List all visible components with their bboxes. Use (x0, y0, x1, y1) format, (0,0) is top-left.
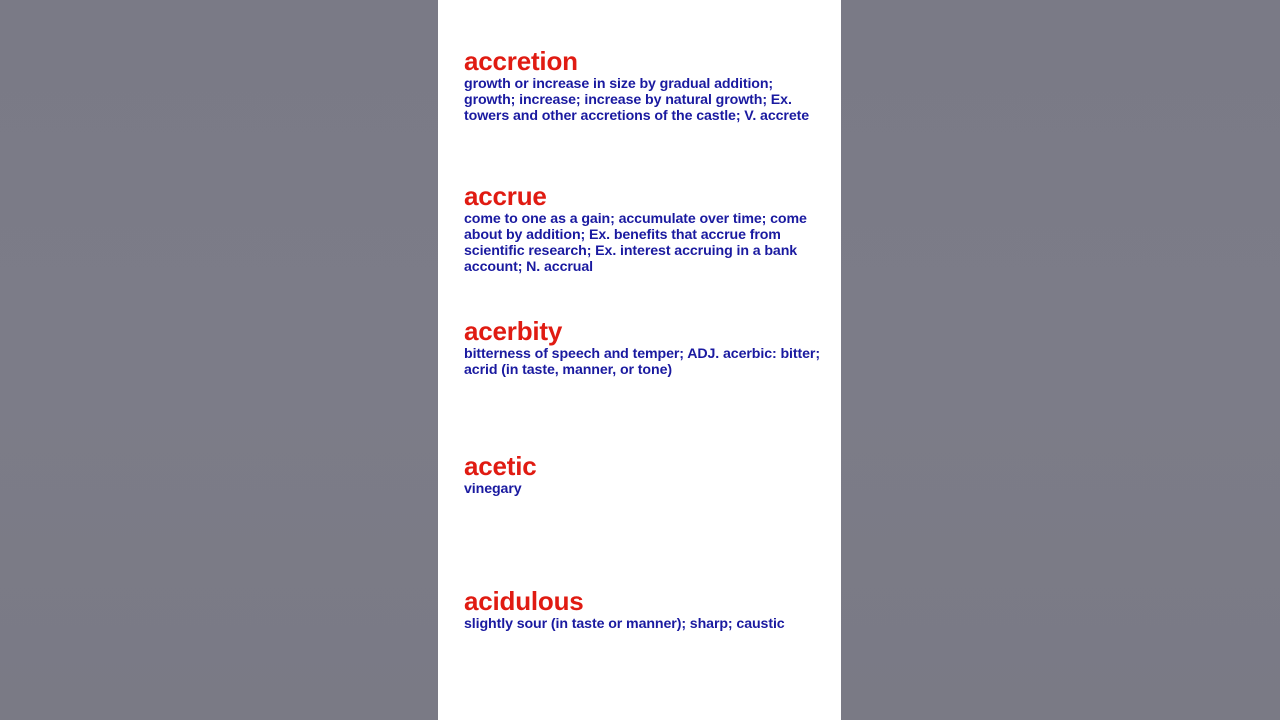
vocab-word: accretion (464, 46, 578, 76)
backdrop-left (0, 0, 438, 720)
vocab-entry-accrue (464, 181, 824, 275)
vocab-word: acerbity (464, 316, 563, 346)
vocab-word: accrue (464, 181, 547, 211)
vocab-definition: vinegary (464, 481, 522, 497)
vocab-definition: growth or increase in size by gradual addition; growth; increase; increase by natural growth; Ex. towers and other accretions of the castle; V. accrete (464, 76, 810, 124)
vocab-word: acetic (464, 451, 537, 481)
vocab-entry-acerbity (464, 316, 824, 378)
vocab-definition: bitterness of speech and temper; ADJ. acerbic: bitter; acrid (in taste, manner, or tone) (464, 346, 820, 378)
vocab-entry-acidulous (464, 586, 824, 632)
vocabulary-page (438, 0, 841, 720)
vocab-definition: come to one as a gain; accumulate over time; come about by addition; Ex. benefits that accrue from scientific research; Ex. interest accruing in a bank account; N. accrual (464, 211, 807, 275)
vocab-entry-acetic (464, 451, 824, 497)
vocab-word: acidulous (464, 586, 584, 616)
vocab-definition: slightly sour (in taste or manner); sharp; caustic (464, 616, 785, 632)
backdrop-right (841, 0, 1280, 720)
vocab-entry-accretion (464, 46, 824, 124)
